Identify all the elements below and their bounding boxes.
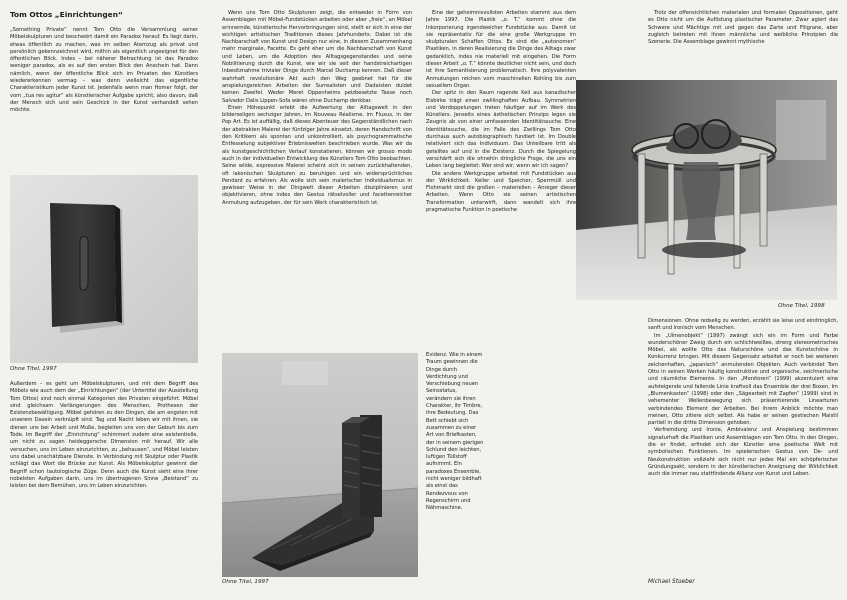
paragraph: Die andere Werkgruppe arbeitet mit Fundstücken aus der Wirklichkeit. Keller und Speicher, Sperrmüll und Flohmarkt sind die großen – materiellen – Anreger dieser Arbeiten. Wenn Otto sie seinen artistischen Transformation unterwirft, dann wandelt sich ihre pragmatische Funktion in poetische [426,170,576,214]
paragraph: „Something Private“ nennt Tom Otto die Versammlung seiner Möbelskulpturen und beschwört damit ein Paradox herauf. Es liegt darin, etwas öffentlich zu machen, was im selben Atemzug als privat und persönlich gekennzeichnet wird, mithin als eigentlich ungeeignet für den öffentlichen Blick. Indes – bei näherer Betrachtung ist das Paradox weniger paradox, als es auf den ersten Blick den Anschein hat. Dann nämlich, wenn der öffentliche Blick sich im Privaten des Künstlers wiedererkennen vermag – was denn vielleicht das eigentliche Charakteristikum jeder Kunst ist. Jedenfalls wenn man Homer folgt, der vom „tua res agitur“ als künstlerischer Aufgabe spricht, also davon, daß der Mensch sich und sein Geschick in der Kunst verhandelt sehen möchte. [10,27,198,114]
paragraph: Evidenz. Wie in einem Traum gewinnen die Dinge durch Verdichtung und Verschiebung neuen Seinsstatus, verändern sie ihren Charakter, ihr Timbre, ihre Bedeutung. Das Bett schiebt sich zusammen zu einer Art von Briefkasten, der in seinem gierigen Schlund den leichten, luftigen Tüllstoff aufnimmt. Ein paradoxes Ensemble, nicht weniger bildhaft als einst das Rendezvous von Regenschirm und Nähmaschine. [426,352,484,512]
page-title: Tom Ottos „Einrichtungen“ [10,10,123,19]
photo-wall-relief [10,175,198,363]
column-2-text [222,10,412,352]
table-sculpture-image [576,80,837,300]
paragraph: Außerdem – es geht um Möbelskulpturen, und mit dem Begriff des Möbels wie auch dem der „Einrichtungen“ (der Untertitel der Ausstellung Tom Ottos) sind noch einmal Kategorien des Privaten eingeführt. Möbel sind gleichsam Verlängerungen des Menschen, Prothesen der Existenzbewältigung. Möbel gehören zu den Dingen, die am engsten mit unserem Dasein verknüpft sind. Tag und Nacht leben wir mit ihnen, sie dienen uns bei Arbeit und Muße, begleiten uns von der Geburt bis zum Tode. Im Begriff der „Einrichtung“ schimmert zudem eine existentielle, um nicht zu sagen heideggersche Dimension mit herauf. Wir alle versuchen, uns im Leben einzurichten, zu „behausen“, und Möbel leisten uns dabei unschätzbare Dienste. In Verbindung mit Skulptur oder Plastik schlägt das Wort die Brücke zur Kunst. Als Möbelskulptur gewinnt der Begriff schon tautologische Züge. Denn auch die Kunst sieht eine ihrer nobelsten Aufgaben darin, uns im übertragenen Sinne „Beistand“ zu leisten bei dem Bemühen, uns im Leben einzurichten. [10,381,198,490]
paragraph: Wenn uns Tom Otto Skulpturen zeigt, die entweder in Form von Assemblagen mit Möbel-Fundstücken arbeiten oder aber „freie“, an Möbel erinnernde, künstlerische Hervorbringungen sind, stellt er sich in eine der wichtigen artistischen Traditionen dieses Jahrhunderts. Dabei ist die Nachbarschaft von Kunst und Design nur eine, in diesem Zusammenhang mehr marginale, Facette. Es geht eher um die Nachbarschaft von Kunst und Leben, um die Adoption des Alltagsgegenstandes und seine Nobilitierung durch die Kunst, wie wir sie seit der handstreichartigen Inbesitznahme trivialer Dinge durch Marcel Duchamp kennen. Daß dieser wahrhaft revolutionäre Akt auch den Weg geebnet hat für die anspielungsreichen Arbeiten der Surrealisten und Dadaisten duldet keinen Zweifel. Weder Meret Oppenheims pelzbesetzte Tasse noch Salvador Dalis Lippen-Sofa wären ohne Duchamp denkbar. [222,10,412,104]
column-4-top-text [648,10,838,80]
column-1-top-text [10,27,198,187]
paragraph: Verfremdung und Ironie, Ambivalenz und Anspielung bestimmen signaturhaft die Plastiken und Assemblagen von Tom Otto. In den Dingen, die er findet, erfindet sich der Künstler eine poetische Welt mit symbolischen Funktionen. Im spielerischen Gestus von De- und Neukonstruktion vollzieht sich nicht nur jedes Mal ein schöpferischer Gründungsakt, sondern in der künstlerischen Aneignung der Wirklichkeit auch die immer neu stattfindende Allianz von Kunst und Leben. [648,427,838,478]
caption-photo-1: Ohne Titel, 1997 [10,366,57,372]
paragraph: Der spitz in den Raum ragende Keil aus kanadischer Eisbirke trägt einen zwillinghaften Aufbau. Symmetrien und Verdoppelungen treten häufiger auf im Werk des Künstlers. Jenseits eines ästhetischen Prinzips legen sie Zeugnis ab von einer umfassenden Identitätssuche. Eine Identitätssuche, die im Falle des Zwillings Tom Otto durchaus auch autobiographisch fundiert ist. Im Double relativiert sich das Individuum. Das Unteilbare tritt als geteiltes auf und in die Existenz. Durch die Spiegelung verschärft sich die ohnehin dringliche Frage, die uns ein Leben lang begleitet: Wer sind wir, wenn wir ich sagen? [426,90,576,170]
column-1-bottom-text [10,381,198,595]
author-signature: Michael Stoeber [648,579,695,585]
wedge-sculpture-image [222,353,418,577]
column-3-narrow-text [426,352,484,596]
paragraph: Im „Ulmenobjekt“ (1997) zwängt sich ein im Form und Farbe wunderschöner Zweig durch ein schlichtweißes, streng stereometrisches Möbel, als wollte Otto das Naturschöne und das Kunstschöne in Konkurrenz bringen. Mit diesem Gegensatz arbeitet er noch bei weiteren zeichenhaften, „japanisch“ anmutenden Objekten. Auch verbindet Tom Otto in seinen Werken häufig konstruktive und organische, zeichnerische und räumliche Elemente. In den „Monitoren“ (1999) akzentuiert eine aufsteigende und fallende Linie kraftvoll das Ensemble der drei Boxen. Im „Blumenkasten“ (1998) oder den „Sägearbeit mit Zapfen“ (1999) sind in vehementer Wellenbewegung sich präsentierende Linearturen verbindendes Element der Arbeiten. Bei ihrem Anblick möchte man meinen, Otto zitiere sich selbst. Als habe er seinen gestischen Malstil partiell in die dritte Dimension gehoben. [648,332,838,427]
wall-relief-image [10,175,198,363]
caption-photo-2: Ohne Titel, 1997 [222,579,269,585]
paragraph: Trotz der offensichtlichen materialen und formalen Oppositionen, geht es Otto nicht um die Auflistung plastischer Parameter. Zwar agiert das Schwere und Mächtige mit und gegen das Zarte und Filigrane, aber zugleich betreten mit ihnen männliche und weibliche Prinzipien die Szenerie. Die Assemblage gewinnt mythische [648,10,838,46]
photo-wedge-sculpture [222,353,418,577]
column-4-bottom-text [648,318,838,568]
column-3-text [426,10,576,350]
paragraph: Dimensionen. Ohne redselig zu werden, erzählt sie leise und eindringlich, sanft und ironisch vom Menschen. [648,318,838,332]
caption-photo-3: Ohne Titel, 1998 [778,303,825,309]
paragraph: Eine der geheimnisvollsten Arbeiten stammt aus dem Jahre 1997. Die Plastik „o. T.“ kommt ohne die Inkorporierung irgendwelcher Fundstücke aus. Damit ist sie repräsentativ für die eine große Werkgruppe im skulpturalen Schaffen Ottos. Es sind die „autonomen“ Plastiken, in deren Realisierung die Dinge des Alltags zwar gedanklich, indes nie materiell mit eingehen. Die Form dieser Arbeit „o. T.“ könnte deutlicher nicht sein, und doch ist ihre Semantisierung problematisch. Ihre polyvalenten Anmutungen reichen vom maschinellen Rohling bis zum sexuellem Organ. [426,10,576,89]
photo-table-sculpture [576,80,837,300]
paragraph: Einen Höhepunkt erlebt die Aufwertung der Alltagswelt in den bilderseligen sechziger Jahren, im Nouveau Réalisme, im Fluxus, in der Pop Art. Es ist auffällig, daß dieses Abenteuer des Gegenständlichen nach der abstrakten Malerei der fünfziger Jahre einsetzt, deren Handschrift von den Kritikern als spontan und unkontrolliert, als psychogrammatische Entfesselung subjektiver Erlebniswelten beschrieben wurde. Was wir da als kunstgeschichtlichen Verlauf konstatieren, können wir grosso modo auch in der individuellen Entwicklung des Künstlers Tom Otto beobachten. Seine wilde, expressive Malerei scheint sich in seinen zurückhaltenden, oft lakonischen Skulpturen zu beruhigen und ein widersprüchliches Pendant zu erfahren. Als wolle sich sein malerischer Individualismus in gewisser Weise in der Dingwelt dieser Arbeiten disziplinieren und objektivieren, ohne indes den Gestus rätselvoller und facettenreicher Anmutung aufzugeben, der für sein Werk charakteristisch ist. [222,104,412,206]
